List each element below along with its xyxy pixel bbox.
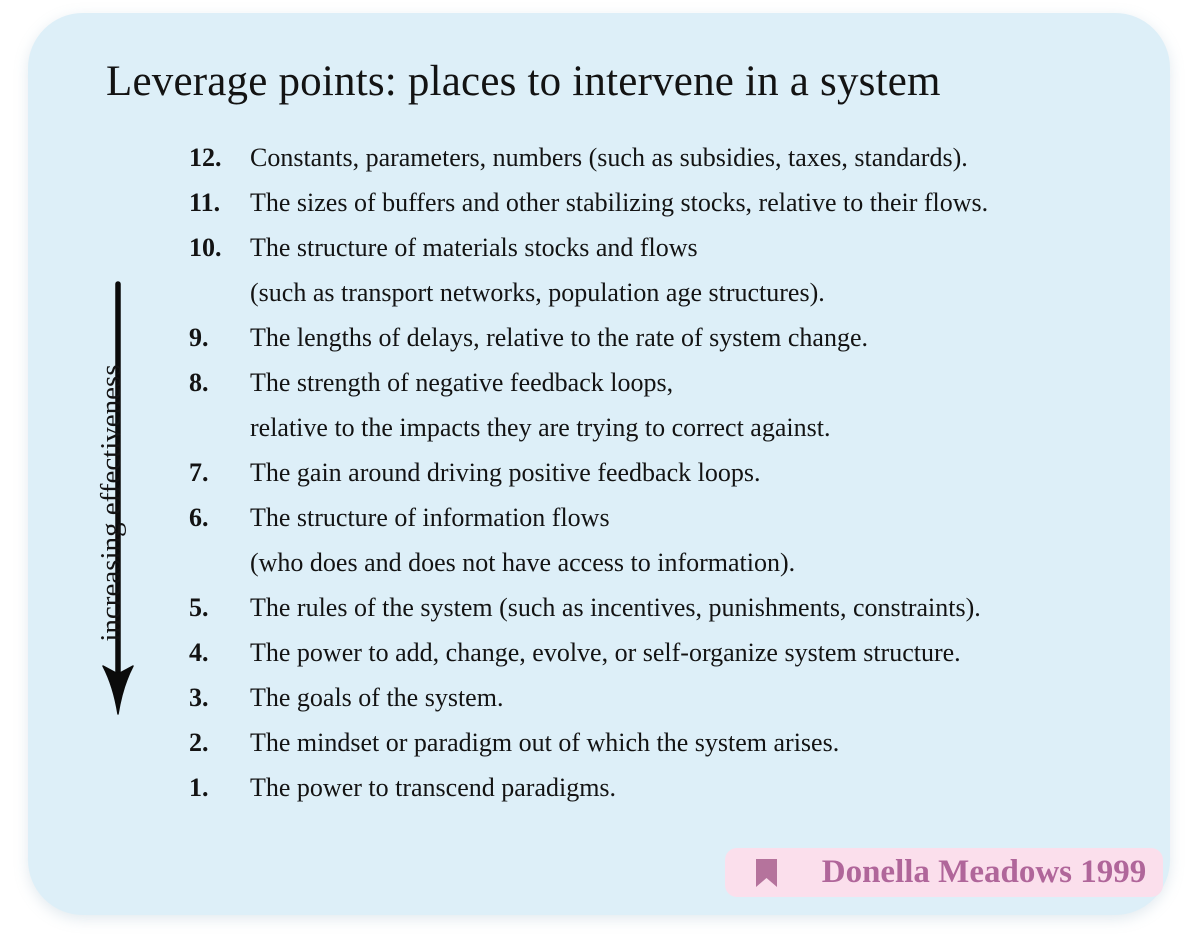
item-number: 6. xyxy=(189,503,209,532)
item-text: The mindset or paradigm out of which the system arises. xyxy=(250,728,840,757)
item-text: relative to the impacts they are trying to correct against. xyxy=(250,413,831,442)
item-text: (such as transport networks, population age structures). xyxy=(250,278,825,307)
item-text: The power to add, change, evolve, or self-organize system structure. xyxy=(250,638,961,667)
item-number: 8. xyxy=(189,368,209,397)
list-item-line xyxy=(189,278,1149,323)
list-item-line xyxy=(189,503,1149,548)
item-text: The gain around driving positive feedback loops. xyxy=(250,458,761,487)
item-text: The lengths of delays, relative to the rate of system change. xyxy=(250,323,869,352)
item-text: The power to transcend paradigms. xyxy=(250,773,617,802)
attribution-badge xyxy=(725,848,1163,897)
leverage-points-card xyxy=(28,13,1170,915)
item-number: 2. xyxy=(189,728,209,757)
axis-label-increasing-effectiveness: increasing effectiveness xyxy=(95,364,127,642)
item-text: The strength of negative feedback loops, xyxy=(250,368,674,397)
item-number: 3. xyxy=(189,683,209,712)
item-number: 4. xyxy=(189,638,209,667)
list-item-line xyxy=(189,548,1149,593)
list-item-line xyxy=(189,638,1149,683)
item-text: The sizes of buffers and other stabilizing stocks, relative to their flows. xyxy=(250,188,989,217)
item-text: The structure of information flows xyxy=(250,503,610,532)
list-item-line xyxy=(189,683,1149,728)
item-number: 5. xyxy=(189,593,209,622)
item-number: 9. xyxy=(189,323,209,352)
item-text: (who does and does not have access to information). xyxy=(250,548,796,577)
item-text: The structure of materials stocks and flows xyxy=(250,233,698,262)
item-text: The rules of the system (such as incentives, punishments, constraints). xyxy=(250,593,981,622)
leverage-points-list xyxy=(189,143,1149,818)
list-item-line xyxy=(189,773,1149,818)
attribution-text: Donella Meadows 1999 xyxy=(821,854,1147,890)
list-item-line xyxy=(189,413,1149,458)
page-title: Leverage points: places to intervene in a system xyxy=(106,58,941,105)
list-item-line xyxy=(189,143,1149,188)
item-number: 12. xyxy=(189,143,222,172)
list-item-line xyxy=(189,323,1149,368)
list-item-line xyxy=(189,728,1149,773)
list-item-line xyxy=(189,233,1149,278)
list-item-line xyxy=(189,368,1149,413)
list-item-line xyxy=(189,593,1149,638)
list-item-line xyxy=(189,458,1149,503)
item-text: The goals of the system. xyxy=(250,683,504,712)
list-item-line xyxy=(189,188,1149,233)
item-number: 1. xyxy=(189,773,209,802)
item-number: 7. xyxy=(189,458,209,487)
item-number: 11. xyxy=(189,188,221,217)
bookmark-icon xyxy=(756,859,777,887)
item-number: 10. xyxy=(189,233,222,262)
item-text: Constants, parameters, numbers (such as subsidies, taxes, standards). xyxy=(250,143,968,172)
